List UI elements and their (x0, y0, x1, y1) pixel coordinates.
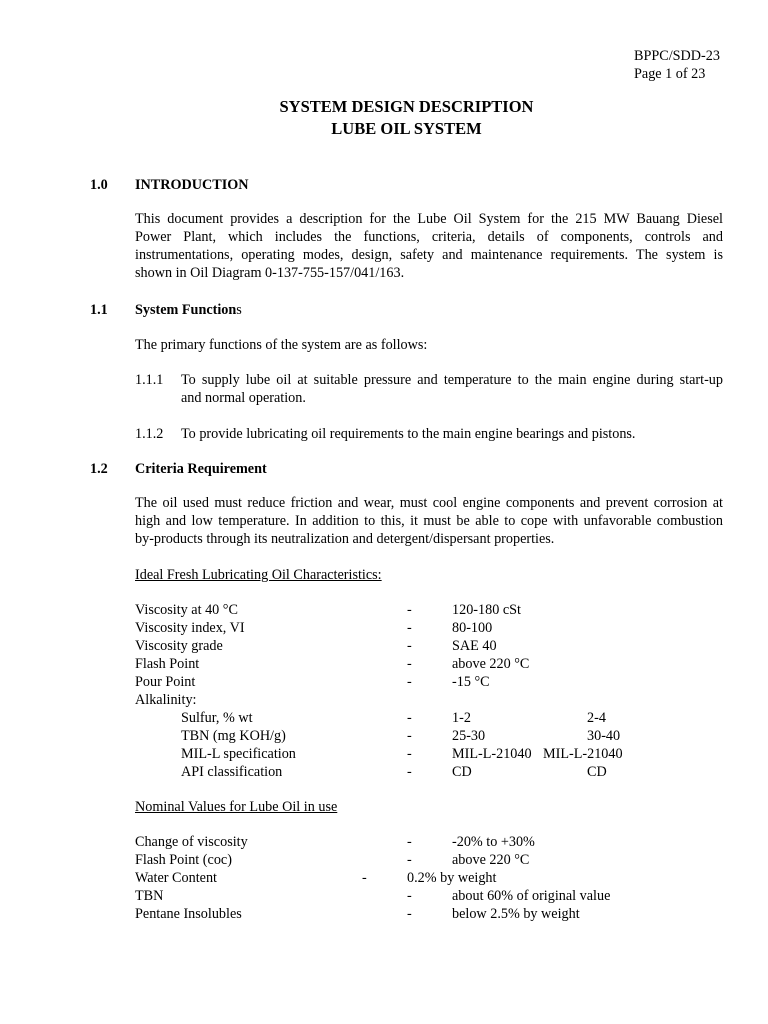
document-title-line-2: LUBE OIL SYSTEM (331, 119, 482, 138)
nominal-row (0, 905, 768, 923)
page-number: Page 1 of 23 (634, 66, 706, 82)
section-number: 1.1 (90, 302, 108, 318)
nominal-label: Change of viscosity (135, 834, 248, 850)
spec-value-alt: 2-4 (587, 710, 606, 726)
spec-value: MIL-L-21040 (452, 746, 532, 762)
document-title-line-1: SYSTEM DESIGN DESCRIPTION (279, 97, 534, 116)
spec-dash: - (407, 602, 412, 618)
spec-value: 80-100 (452, 620, 493, 636)
nominal-row (0, 869, 768, 887)
section-heading-system-functions (135, 301, 242, 319)
nominal-dash: - (407, 888, 412, 904)
function-item-text (181, 425, 723, 443)
spec-value-alt: CD (587, 764, 607, 780)
spec-row (0, 619, 768, 637)
spec-value-alt: MIL-L-21040 (543, 746, 623, 762)
criteria-paragraph (135, 494, 723, 548)
nominal-value: below 2.5% by weight (452, 906, 580, 922)
paragraph-line: shown in Oil Diagram 0-137-755-157/041/163. (135, 265, 405, 281)
paragraph-line: instrumentations, operating modes, design, safety and maintenance requirements. The system is (135, 247, 723, 263)
spec-dash: - (407, 656, 412, 672)
item-line: To provide lubricating oil requirements to the main engine bearings and pistons. (181, 426, 636, 442)
section-heading-criteria: Criteria Requirement (135, 461, 267, 477)
spec-row (0, 601, 768, 619)
function-item-text (181, 371, 723, 407)
nominal-row (0, 887, 768, 905)
spec-value: above 220 °C (452, 656, 530, 672)
nominal-label: Flash Point (coc) (135, 852, 232, 868)
spec-label: TBN (mg KOH/g) (181, 728, 286, 744)
spec-value: SAE 40 (452, 638, 497, 654)
spec-value: 25-30 (452, 728, 486, 744)
heading-bold-part: System Function (135, 302, 237, 318)
paragraph-line: by-products through its neutralization and detergent/dispersant properties. (135, 531, 555, 547)
paragraph-line: Power Plant, which includes the functions, criteria, details of components, controls and (135, 229, 723, 245)
spec-label: Alkalinity: (135, 692, 197, 708)
document-reference (634, 47, 720, 83)
spec-row (0, 691, 768, 709)
spec-row (0, 655, 768, 673)
spec-value-alt: 30-40 (587, 728, 621, 744)
spec-dash: - (407, 728, 412, 744)
item-number: 1.1.1 (135, 372, 164, 388)
nominal-label: Water Content (135, 870, 217, 886)
spec-row (0, 745, 768, 763)
fresh-oil-heading: Ideal Fresh Lubricating Oil Characteristics: (135, 567, 382, 583)
spec-dash: - (407, 710, 412, 726)
paragraph-line: The oil used must reduce friction and wear, must cool engine components and prevent corrosion at (135, 495, 723, 511)
nominal-label: TBN (135, 888, 164, 904)
nominal-row (0, 833, 768, 851)
spec-label: API classification (181, 764, 283, 780)
nominal-value: about 60% of original value (452, 888, 611, 904)
doc-code: BPPC/SDD-23 (634, 48, 720, 64)
section-number: 1.2 (90, 461, 108, 477)
spec-row (0, 709, 768, 727)
nominal-label: Pentane Insolubles (135, 906, 242, 922)
spec-label: Pour Point (135, 674, 196, 690)
nominal-dash: - (407, 834, 412, 850)
nominal-row (0, 851, 768, 869)
spec-value: -15 °C (452, 674, 490, 690)
spec-row (0, 673, 768, 691)
nominal-value: 0.2% by weight (407, 870, 497, 886)
spec-dash: - (407, 746, 412, 762)
heading-tail: s (236, 302, 242, 318)
paragraph-line: high and low temperature. In addition to this, it must be able to cope with unfavorable combustion (135, 513, 723, 529)
paragraph-line: This document provides a description for the Lube Oil System for the 215 MW Bauang Diesel (135, 211, 723, 227)
spec-value: 1-2 (452, 710, 471, 726)
item-line: and normal operation. (181, 390, 306, 406)
item-line: To supply lube oil at suitable pressure and temperature to the main engine during start-up (181, 372, 723, 388)
functions-lead-text: The primary functions of the system are as follows: (135, 337, 428, 353)
section-heading-introduction: INTRODUCTION (135, 177, 249, 193)
nominal-value: above 220 °C (452, 852, 530, 868)
item-number: 1.1.2 (135, 426, 164, 442)
spec-label: Sulfur, % wt (181, 710, 253, 726)
spec-label: Viscosity grade (135, 638, 223, 654)
spec-label: Viscosity index, VI (135, 620, 245, 636)
introduction-paragraph (135, 210, 723, 282)
spec-dash: - (407, 638, 412, 654)
spec-label: MIL-L specification (181, 746, 296, 762)
nominal-dash: - (407, 852, 412, 868)
nominal-value: -20% to +30% (452, 834, 535, 850)
spec-row (0, 763, 768, 781)
nominal-dash: - (407, 906, 412, 922)
spec-value: CD (452, 764, 472, 780)
spec-dash: - (407, 764, 412, 780)
nominal-dash: - (362, 870, 367, 886)
spec-row (0, 727, 768, 745)
spec-value: 120-180 cSt (452, 602, 521, 618)
spec-dash: - (407, 620, 412, 636)
spec-label: Flash Point (135, 656, 200, 672)
nominal-values-heading: Nominal Values for Lube Oil in use (135, 799, 338, 815)
spec-dash: - (407, 674, 412, 690)
spec-row (0, 637, 768, 655)
section-number: 1.0 (90, 177, 108, 193)
spec-label: Viscosity at 40 °C (135, 602, 238, 618)
